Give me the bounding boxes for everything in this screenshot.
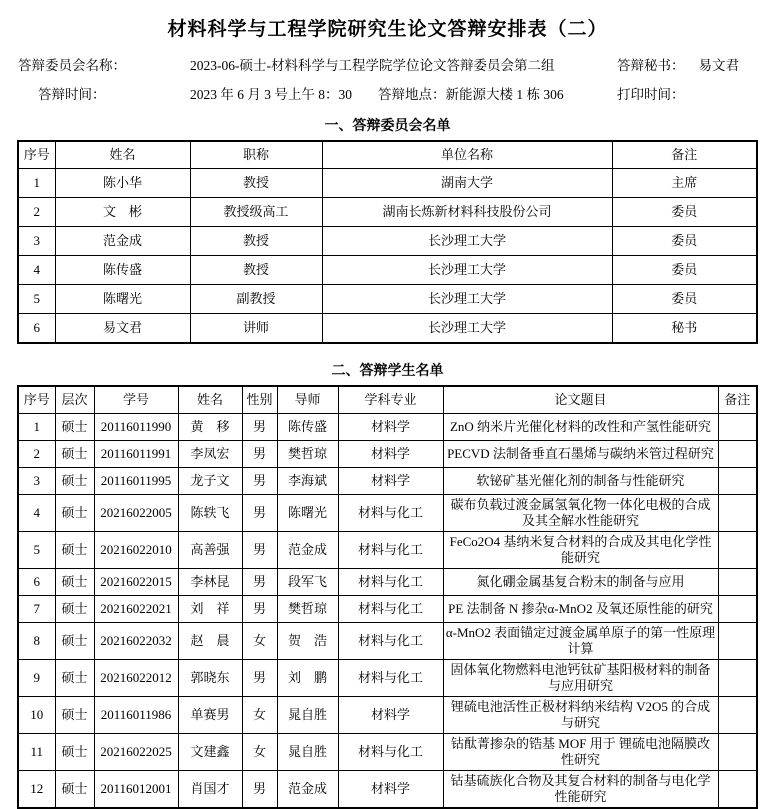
table-cell: 教授 [190, 256, 322, 285]
table-row [18, 314, 757, 344]
column-header: 姓名 [55, 141, 190, 169]
table-row [18, 697, 757, 734]
table-cell: 郭晓东 [178, 660, 242, 697]
table-cell: 讲师 [190, 314, 322, 344]
table-cell [718, 734, 757, 771]
table-cell: 晁自胜 [277, 734, 338, 771]
table-row [18, 623, 757, 660]
table-cell: 材料学 [338, 697, 443, 734]
table-cell [718, 441, 757, 468]
table-cell: 单赛男 [178, 697, 242, 734]
table-cell: 易文君 [55, 314, 190, 344]
table-cell: 男 [242, 495, 277, 532]
column-header: 职称 [190, 141, 322, 169]
table-cell: 文 彬 [55, 198, 190, 227]
table-cell: 男 [242, 414, 277, 441]
table-cell: PECVD 法制备垂直石墨烯与碳纳米管过程研究 [443, 441, 718, 468]
table-cell: 软铋矿基光催化剂的制备与性能研究 [443, 468, 718, 495]
meta-row-committee [0, 57, 775, 75]
table-row [18, 414, 757, 441]
table-cell: 赵 晨 [178, 623, 242, 660]
table-cell: 材料学 [338, 468, 443, 495]
table-cell: 硕士 [55, 441, 94, 468]
committee-name-label: 答辩委员会名称： [18, 58, 126, 73]
table-cell: 硕士 [55, 734, 94, 771]
table-cell: 刘 祥 [178, 596, 242, 623]
table-cell: 硕士 [55, 468, 94, 495]
table-cell: 20216022015 [94, 569, 178, 596]
table-row [18, 198, 757, 227]
table-row [18, 734, 757, 771]
table-cell: 委员 [612, 285, 757, 314]
table-cell: 20116011990 [94, 414, 178, 441]
table-cell: 男 [242, 660, 277, 697]
table-row [18, 441, 757, 468]
table-cell: 陈小华 [55, 169, 190, 198]
table-cell: 3 [18, 468, 55, 495]
defense-time-label: 答辩时间： [38, 87, 106, 102]
defense-time-value: 2023 年 6 月 3 号上午 8：30 [190, 87, 352, 102]
table-cell: 10 [18, 697, 55, 734]
table-cell: 锂硫电池活性正极材料纳米结构 V2O5 的合成与研究 [443, 697, 718, 734]
table-cell: 女 [242, 697, 277, 734]
table-cell: 男 [242, 596, 277, 623]
table-cell: 20116011991 [94, 441, 178, 468]
table-row [18, 495, 757, 532]
table-cell: 男 [242, 441, 277, 468]
print-time-field [617, 86, 775, 104]
students-header-row [18, 386, 757, 414]
meta-row-time [0, 86, 775, 104]
secretary-value: 易文君 [698, 58, 739, 73]
table-cell: 2 [18, 441, 55, 468]
secretary-field [617, 57, 775, 75]
table-cell [718, 468, 757, 495]
table-cell: 陈传盛 [277, 414, 338, 441]
table-cell: 陈轶飞 [178, 495, 242, 532]
table-cell: 委员 [612, 227, 757, 256]
table-cell: 材料与化工 [338, 495, 443, 532]
column-header: 导师 [277, 386, 338, 414]
table-cell [718, 697, 757, 734]
table-cell: 2 [18, 198, 55, 227]
table-cell: 4 [18, 495, 55, 532]
table-cell: 男 [242, 569, 277, 596]
table-cell: 长沙理工大学 [322, 285, 612, 314]
table-cell: 硕士 [55, 771, 94, 809]
table-cell: 9 [18, 660, 55, 697]
column-header: 性别 [242, 386, 277, 414]
header-meta [0, 57, 775, 104]
table-cell: 6 [18, 569, 55, 596]
table-cell: 材料与化工 [338, 569, 443, 596]
table-cell: 固体氧化物燃料电池钙钛矿基阳极材料的制备与应用研究 [443, 660, 718, 697]
table-cell: 5 [18, 532, 55, 569]
table-cell [718, 771, 757, 809]
table-cell: 11 [18, 734, 55, 771]
committee-header-row [18, 141, 757, 169]
table-cell: 段军飞 [277, 569, 338, 596]
column-header: 学科专业 [338, 386, 443, 414]
table-cell: 男 [242, 532, 277, 569]
committee-table-body [18, 169, 757, 344]
column-header: 序号 [18, 386, 55, 414]
table-row [18, 532, 757, 569]
committee-section-title: 一、答辩委员会名单 [324, 119, 451, 134]
secretary-label: 答辩秘书： [617, 58, 685, 73]
table-cell: 李海斌 [277, 468, 338, 495]
page-title: 材料科学与工程学院研究生论文答辩安排表（二） [167, 19, 608, 40]
students-table [17, 385, 758, 809]
column-header: 备注 [612, 141, 757, 169]
table-cell: 20216022012 [94, 660, 178, 697]
column-header: 序号 [18, 141, 55, 169]
defense-location-value: 新能源大楼 1 栋 306 [445, 87, 564, 102]
table-cell: 刘 鹏 [277, 660, 338, 697]
table-cell: 硕士 [55, 660, 94, 697]
table-cell: 秘书 [612, 314, 757, 344]
table-cell [718, 569, 757, 596]
table-cell: 材料与化工 [338, 596, 443, 623]
column-header: 学号 [94, 386, 178, 414]
table-cell: 李林昆 [178, 569, 242, 596]
table-cell: 材料学 [338, 771, 443, 809]
table-cell [718, 532, 757, 569]
table-row [18, 569, 757, 596]
table-cell: 材料学 [338, 441, 443, 468]
table-row [18, 596, 757, 623]
table-cell: 硕士 [55, 414, 94, 441]
print-time-label: 打印时间： [617, 87, 685, 102]
table-cell [718, 596, 757, 623]
table-cell: 高善强 [178, 532, 242, 569]
table-cell: 硕士 [55, 495, 94, 532]
table-row [18, 468, 757, 495]
table-cell: PE 法制备 N 掺杂α-MnO2 及氧还原性能的研究 [443, 596, 718, 623]
table-cell: 1 [18, 414, 55, 441]
table-cell: 龙子文 [178, 468, 242, 495]
table-cell: FeCo2O4 基纳米复合材料的合成及其电化学性能研究 [443, 532, 718, 569]
table-cell: 20216022005 [94, 495, 178, 532]
table-row [18, 660, 757, 697]
table-row [18, 169, 757, 198]
defense-time-location [190, 86, 617, 104]
table-cell: 20216022010 [94, 532, 178, 569]
table-cell: 樊哲琼 [277, 596, 338, 623]
table-cell: 20116011986 [94, 697, 178, 734]
table-cell: 8 [18, 623, 55, 660]
table-cell: 4 [18, 256, 55, 285]
committee-name-value: 2023-06-硕士-材料科学与工程学院学位论文答辩委员会第二组 [190, 58, 555, 73]
table-cell: 湖南大学 [322, 169, 612, 198]
table-row [18, 256, 757, 285]
table-cell [718, 660, 757, 697]
table-cell: 硕士 [55, 596, 94, 623]
table-cell: 男 [242, 771, 277, 809]
table-cell: 材料与化工 [338, 623, 443, 660]
table-row [18, 771, 757, 809]
table-cell: 李凤宏 [178, 441, 242, 468]
table-cell: 硕士 [55, 532, 94, 569]
table-cell: 女 [242, 734, 277, 771]
table-cell: 陈曙光 [277, 495, 338, 532]
table-cell: 主席 [612, 169, 757, 198]
table-cell: 6 [18, 314, 55, 344]
table-cell: 陈曙光 [55, 285, 190, 314]
table-cell: 委员 [612, 256, 757, 285]
table-cell: 20116011995 [94, 468, 178, 495]
column-header: 单位名称 [322, 141, 612, 169]
table-cell: 教授 [190, 169, 322, 198]
table-cell: 陈传盛 [55, 256, 190, 285]
table-cell: 湖南长炼新材料科技股份公司 [322, 198, 612, 227]
table-cell: 男 [242, 468, 277, 495]
table-cell: 硕士 [55, 569, 94, 596]
table-cell: 长沙理工大学 [322, 314, 612, 344]
table-row [18, 227, 757, 256]
table-cell: 碳布负载过渡金属氢氧化物一体化电极的合成及其全解水性能研究 [443, 495, 718, 532]
table-cell: α-MnO2 表面锚定过渡金属单原子的第一性原理计算 [443, 623, 718, 660]
table-cell: 12 [18, 771, 55, 809]
table-row [18, 285, 757, 314]
table-cell: 硕士 [55, 623, 94, 660]
table-cell: 硕士 [55, 697, 94, 734]
table-cell: 3 [18, 227, 55, 256]
students-table-body [18, 414, 757, 809]
defense-location-label: 答辩地点： [378, 87, 446, 102]
table-cell: 7 [18, 596, 55, 623]
table-cell: 文建鑫 [178, 734, 242, 771]
column-header: 层次 [55, 386, 94, 414]
table-cell: 材料学 [338, 414, 443, 441]
table-cell: 教授级高工 [190, 198, 322, 227]
table-cell: 5 [18, 285, 55, 314]
table-cell: 钴酞菁掺杂的锆基 MOF 用于 锂硫电池隔膜改性研究 [443, 734, 718, 771]
table-cell: 女 [242, 623, 277, 660]
table-cell: 1 [18, 169, 55, 198]
table-cell: 教授 [190, 227, 322, 256]
column-header: 论文题目 [443, 386, 718, 414]
table-cell: 范金成 [277, 771, 338, 809]
table-cell: 20116012001 [94, 771, 178, 809]
table-cell: 材料与化工 [338, 734, 443, 771]
table-cell: 晁自胜 [277, 697, 338, 734]
table-cell: 贺 浩 [277, 623, 338, 660]
table-cell: 黄 移 [178, 414, 242, 441]
table-cell: 肖国才 [178, 771, 242, 809]
table-cell: ZnO 纳米片光催化材料的改性和产氢性能研究 [443, 414, 718, 441]
students-section-title: 二、答辩学生名单 [331, 364, 444, 379]
committee-table [17, 140, 758, 344]
table-cell: 20216022025 [94, 734, 178, 771]
table-cell: 钴基硫族化合物及其复合材料的制备与电化学性能研究 [443, 771, 718, 809]
table-cell: 范金成 [55, 227, 190, 256]
table-cell [718, 623, 757, 660]
table-cell: 长沙理工大学 [322, 256, 612, 285]
table-cell: 材料与化工 [338, 532, 443, 569]
table-cell: 长沙理工大学 [322, 227, 612, 256]
table-cell: 20216022021 [94, 596, 178, 623]
table-cell [718, 414, 757, 441]
column-header: 姓名 [178, 386, 242, 414]
table-cell: 副教授 [190, 285, 322, 314]
table-cell: 樊哲琼 [277, 441, 338, 468]
table-cell: 委员 [612, 198, 757, 227]
table-cell: 20216022032 [94, 623, 178, 660]
table-cell: 氮化硼金属基复合粉末的制备与应用 [443, 569, 718, 596]
table-cell: 材料与化工 [338, 660, 443, 697]
table-cell [718, 495, 757, 532]
column-header: 备注 [718, 386, 757, 414]
table-cell: 范金成 [277, 532, 338, 569]
